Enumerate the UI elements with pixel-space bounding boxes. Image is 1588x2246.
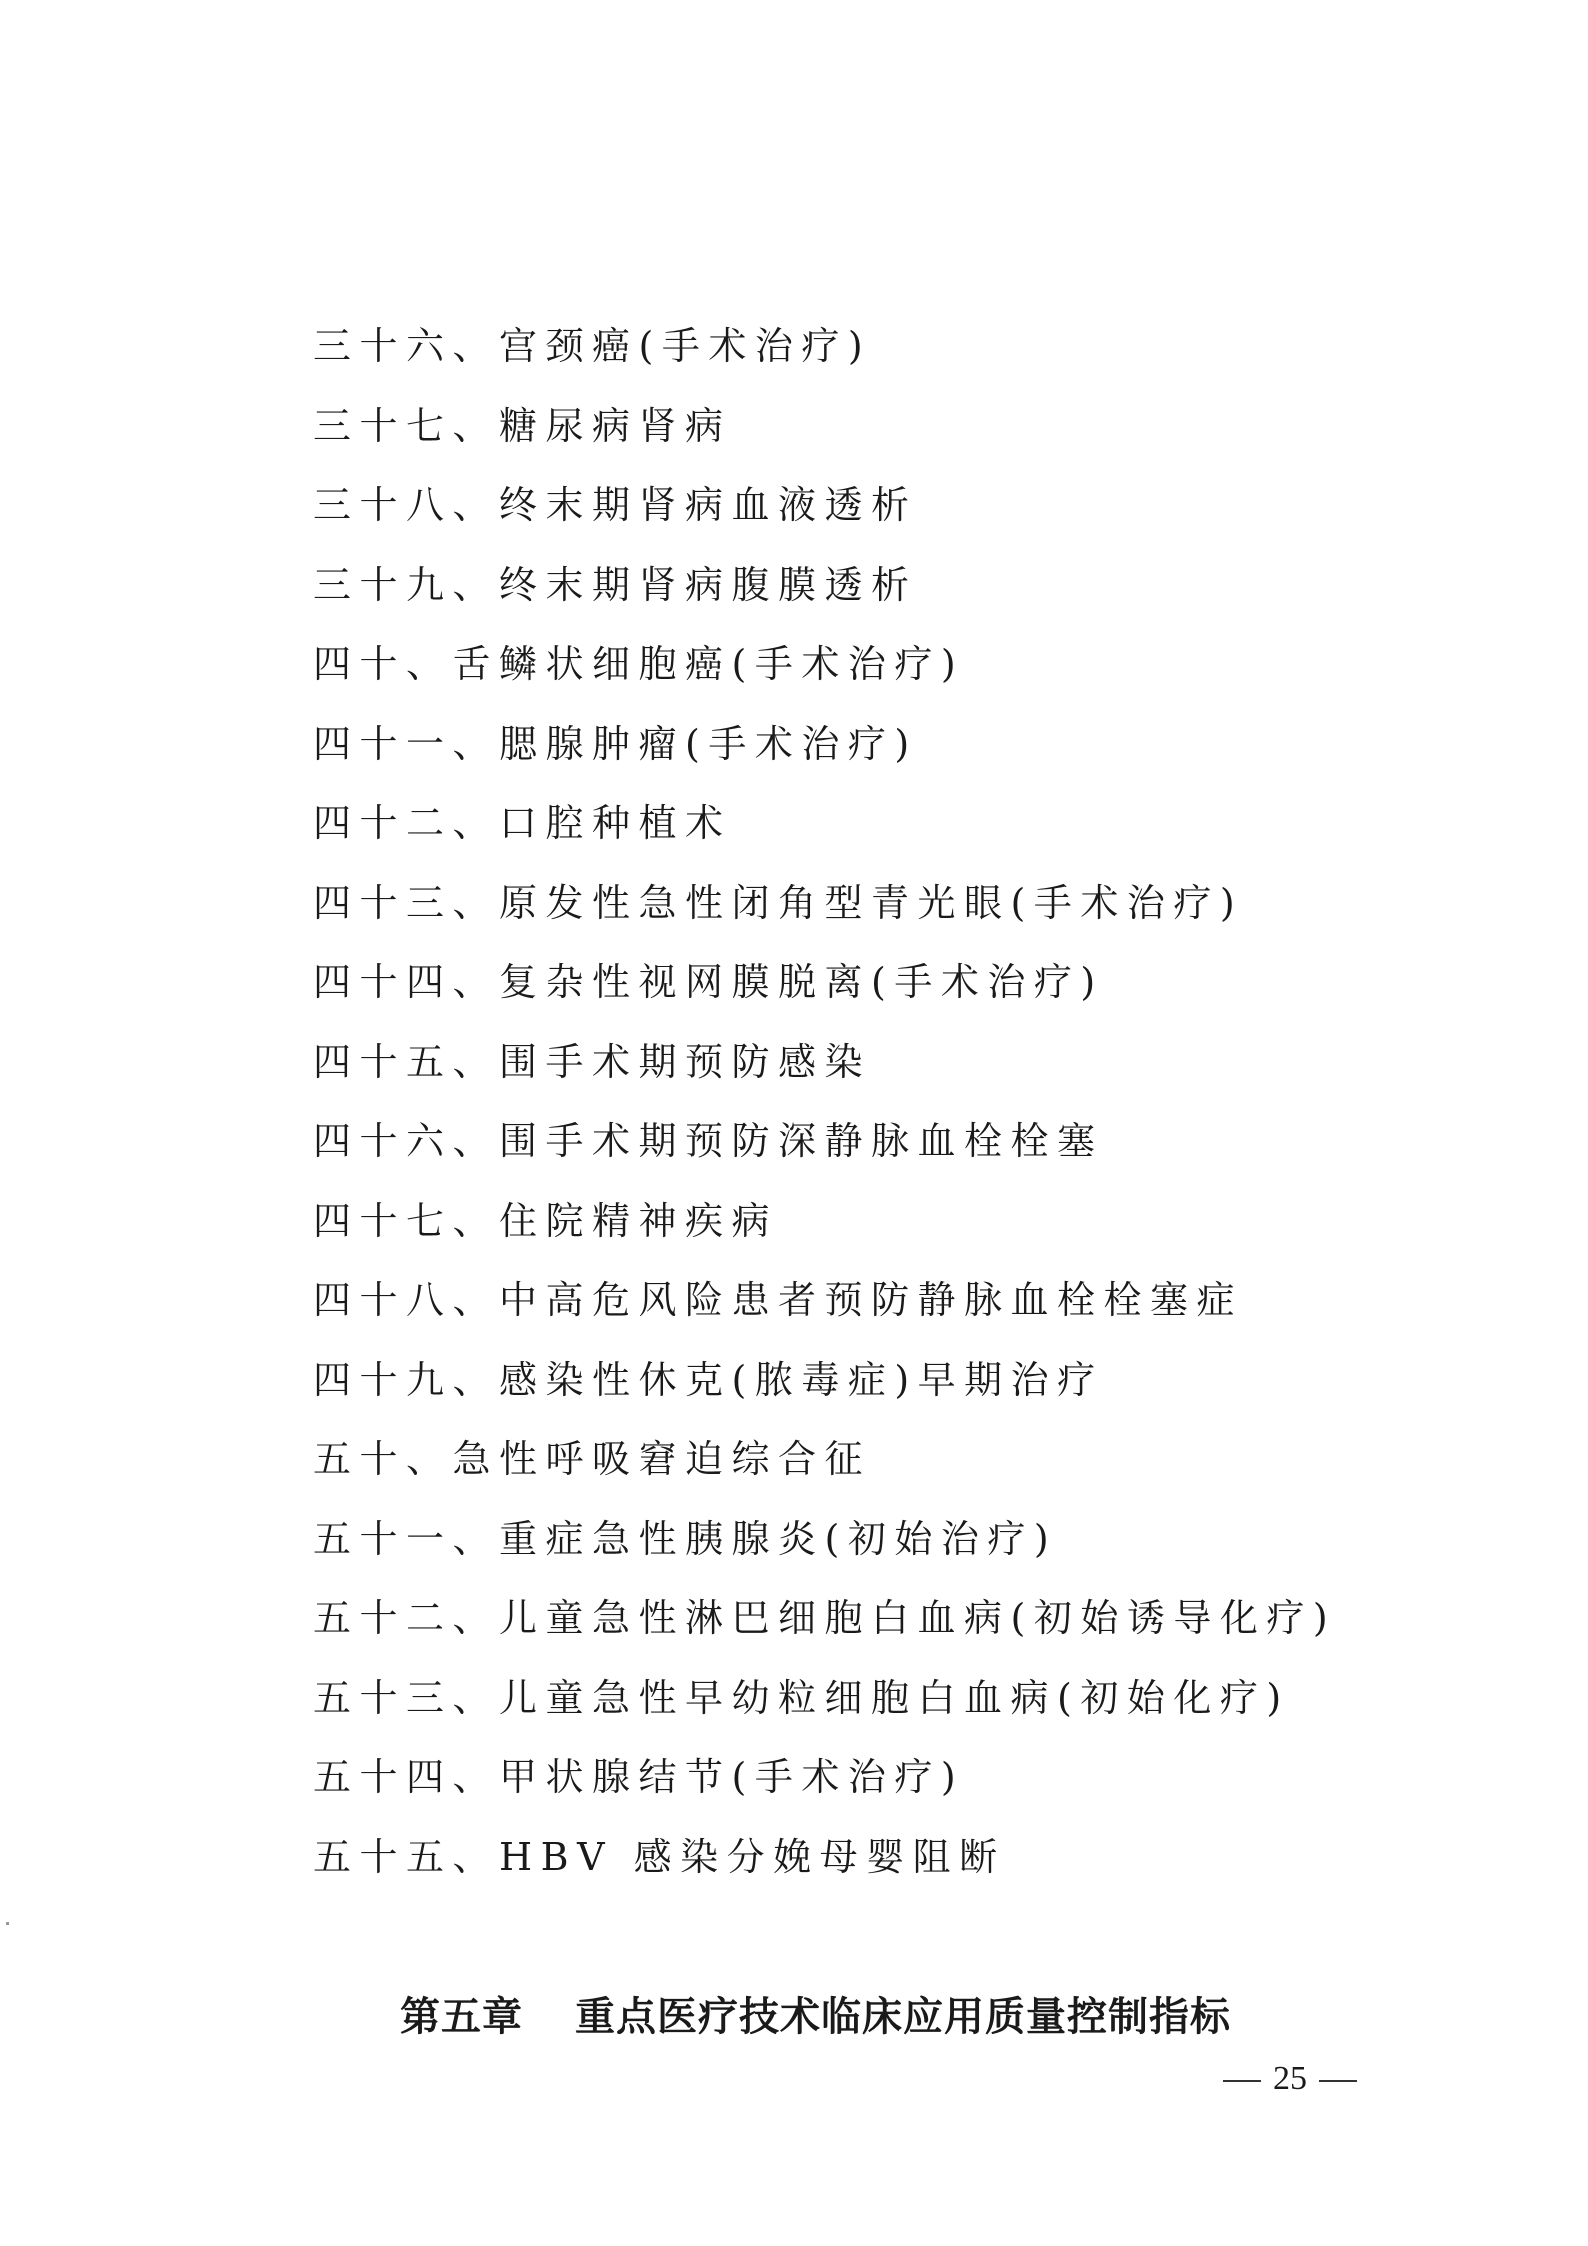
list-item: 四十四、复杂性视网膜脱离(手术治疗) <box>313 960 1104 1004</box>
list-item: 四十九、感染性休克(脓毒症)早期治疗 <box>313 1357 1104 1402</box>
list-item: 五十、急性呼吸窘迫综合征 <box>313 1437 872 1481</box>
list-item: 四十、舌鳞状细胞癌(手术治疗) <box>313 642 965 686</box>
list-item: 五十四、甲状腺结节(手术治疗) <box>313 1755 965 1799</box>
chapter-title: 重点医疗技术临床应用质量控制指标 <box>575 1994 1231 2040</box>
chapter-number: 第五章 <box>400 1994 523 2040</box>
page-number <box>1200 2060 1380 2098</box>
scan-speck <box>6 1922 9 1925</box>
list-item: 四十一、腮腺肿瘤(手术治疗) <box>313 721 918 766</box>
chapter-heading <box>400 1985 1231 2042</box>
right-dash <box>1319 2080 1357 2082</box>
list-item: 三十六、宫颈癌(手术治疗) <box>313 324 872 368</box>
list-item: 四十五、围手术期预防感染 <box>313 1039 872 1084</box>
list-item: 三十八、终末期肾病血液透析 <box>313 483 918 527</box>
page-number-value: 25 <box>1273 2060 1307 2097</box>
list-item: 四十六、围手术期预防深静脉血栓栓塞 <box>313 1119 1104 1163</box>
list-item: 三十七、糖尿病肾病 <box>313 403 732 448</box>
list-item: 四十七、住院精神疾病 <box>313 1198 779 1243</box>
list-item: 五十五、HBV 感染分娩母婴阻断 <box>313 1834 1006 1879</box>
list-item: 五十三、儿童急性早幼粒细胞白血病(初始化疗) <box>313 1675 1290 1720</box>
list-item: 五十二、儿童急性淋巴细胞白血病(初始诱导化疗) <box>313 1596 1337 1640</box>
item-list <box>313 318 1463 1908</box>
list-item: 三十九、终末期肾病腹膜透析 <box>313 562 918 607</box>
list-item: 四十二、口腔种植术 <box>313 801 732 845</box>
list-item: 四十八、中高危风险患者预防静脉血栓栓塞症 <box>313 1278 1244 1322</box>
list-item: 五十一、重症急性胰腺炎(初始治疗) <box>313 1516 1058 1561</box>
list-item: 四十三、原发性急性闭角型青光眼(手术治疗) <box>313 880 1244 925</box>
left-dash <box>1223 2080 1261 2082</box>
